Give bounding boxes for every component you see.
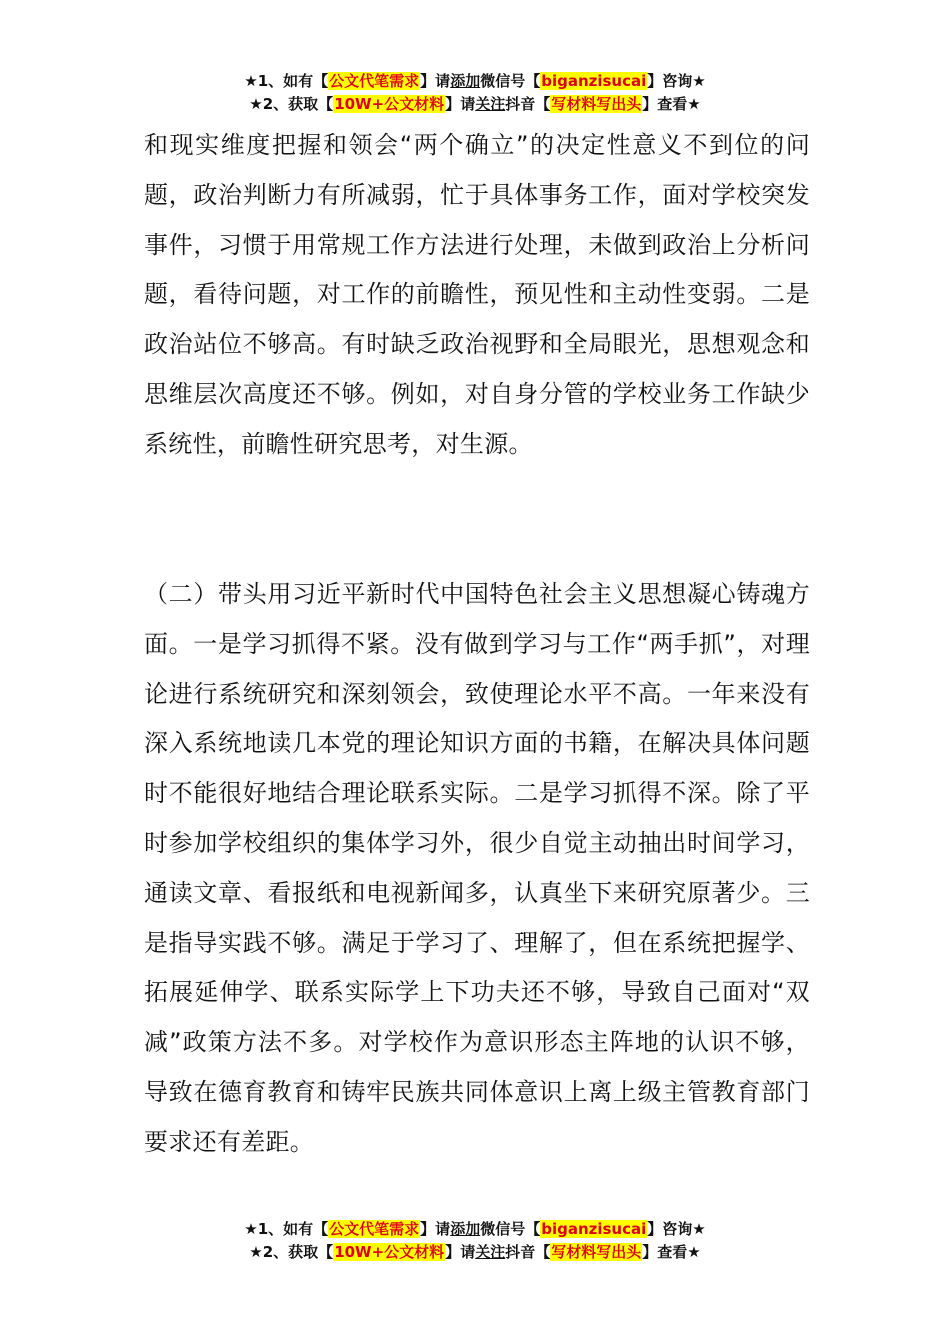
header-line-2-suffix: 】查看★ xyxy=(642,95,701,113)
footer-line-1 xyxy=(0,1218,950,1241)
header-link-follow[interactable]: 关注 xyxy=(475,95,506,113)
footer-line-1-suffix: 】咨询★ xyxy=(647,1220,706,1238)
footer-line-1-prefix: ★1、如有【 xyxy=(244,1220,329,1238)
header-line-2-prefix: ★2、获取【 xyxy=(249,95,334,113)
document-body-section-1 xyxy=(144,121,810,470)
footer-banner xyxy=(0,1218,950,1264)
footer-highlight-wechat-id: biganzisucai xyxy=(541,1220,647,1238)
header-banner xyxy=(0,70,950,116)
body-paragraph-2: （二）带头用习近平新时代中国特色社会主义思想凝心铸魂方面。一是学习抓得不紧。没有做到学习与工作“两手抓”，对理论进行系统研究和深刻领会，致使理论水平不高。一年来没有深入系统地读几本党的理论知识方面的书籍，在解决具体问题时不能很好地结合理论联系实际。二是学习抓得不深。除了平时参加学校组织的集体学习外，很少自觉主动抽出时间学习，通读文章、看报纸和电视新闻多，认真坐下来研究原著少。三是指导实践不够。满足于学习了、理解了，但在系统把握学、拓展延伸学、联系实际学上下功夫还不够，导致自己面对“双减”政策方法不多。对学校作为意识形态主阵地的认识不够，导致在德育教育和铸牢民族共同体意识上离上级主管教育部门要求还有差距。 xyxy=(144,580,810,1156)
header-line-1-mid1: 】请 xyxy=(420,72,451,90)
header-line-1-suffix: 】咨询★ xyxy=(647,72,706,90)
footer-highlight-service: 公文代笔需求 xyxy=(329,1220,420,1238)
header-highlight-wechat-id: biganzisucai xyxy=(541,72,647,90)
header-line-2-mid2: 抖音【 xyxy=(505,95,551,113)
footer-link-follow[interactable]: 关注 xyxy=(475,1243,506,1261)
header-highlight-materials: 10W+公文材料 xyxy=(334,95,445,113)
header-line-1 xyxy=(0,70,950,93)
footer-highlight-douyin-account: 写材料写出头 xyxy=(551,1243,642,1261)
footer-highlight-materials: 10W+公文材料 xyxy=(334,1243,445,1261)
footer-line-2-suffix: 】查看★ xyxy=(642,1243,701,1261)
header-highlight-service: 公文代笔需求 xyxy=(329,72,420,90)
footer-line-2-prefix: ★2、获取【 xyxy=(249,1243,334,1261)
footer-line-2-mid2: 抖音【 xyxy=(505,1243,551,1261)
footer-line-2 xyxy=(0,1241,950,1264)
footer-line-1-mid2: 微信号【 xyxy=(480,1220,541,1238)
footer-line-2-mid1: 】请 xyxy=(445,1243,476,1261)
footer-line-1-mid1: 】请 xyxy=(420,1220,451,1238)
header-line-1-mid2: 微信号【 xyxy=(480,72,541,90)
footer-link-add[interactable]: 添加 xyxy=(450,1220,481,1238)
header-line-1-prefix: ★1、如有【 xyxy=(244,72,329,90)
header-line-2-mid1: 】请 xyxy=(445,95,476,113)
header-link-add[interactable]: 添加 xyxy=(450,72,481,90)
header-line-2 xyxy=(0,93,950,116)
header-highlight-douyin-account: 写材料写出头 xyxy=(551,95,642,113)
document-body-section-2 xyxy=(144,570,810,1168)
body-paragraph-1: 和现实维度把握和领会“两个确立”的决定性意义不到位的问题，政治判断力有所减弱，忙于具体事务工作，面对学校突发事件，习惯于用常规工作方法进行处理，未做到政治上分析问题，看待问题，对工作的前瞻性，预见性和主动性变弱。二是政治站位不够高。有时缺乏政治视野和全局眼光，思想观念和思维层次高度还不够。例如，对自身分管的学校业务工作缺少系统性，前瞻性研究思考，对生源。 xyxy=(144,131,810,458)
